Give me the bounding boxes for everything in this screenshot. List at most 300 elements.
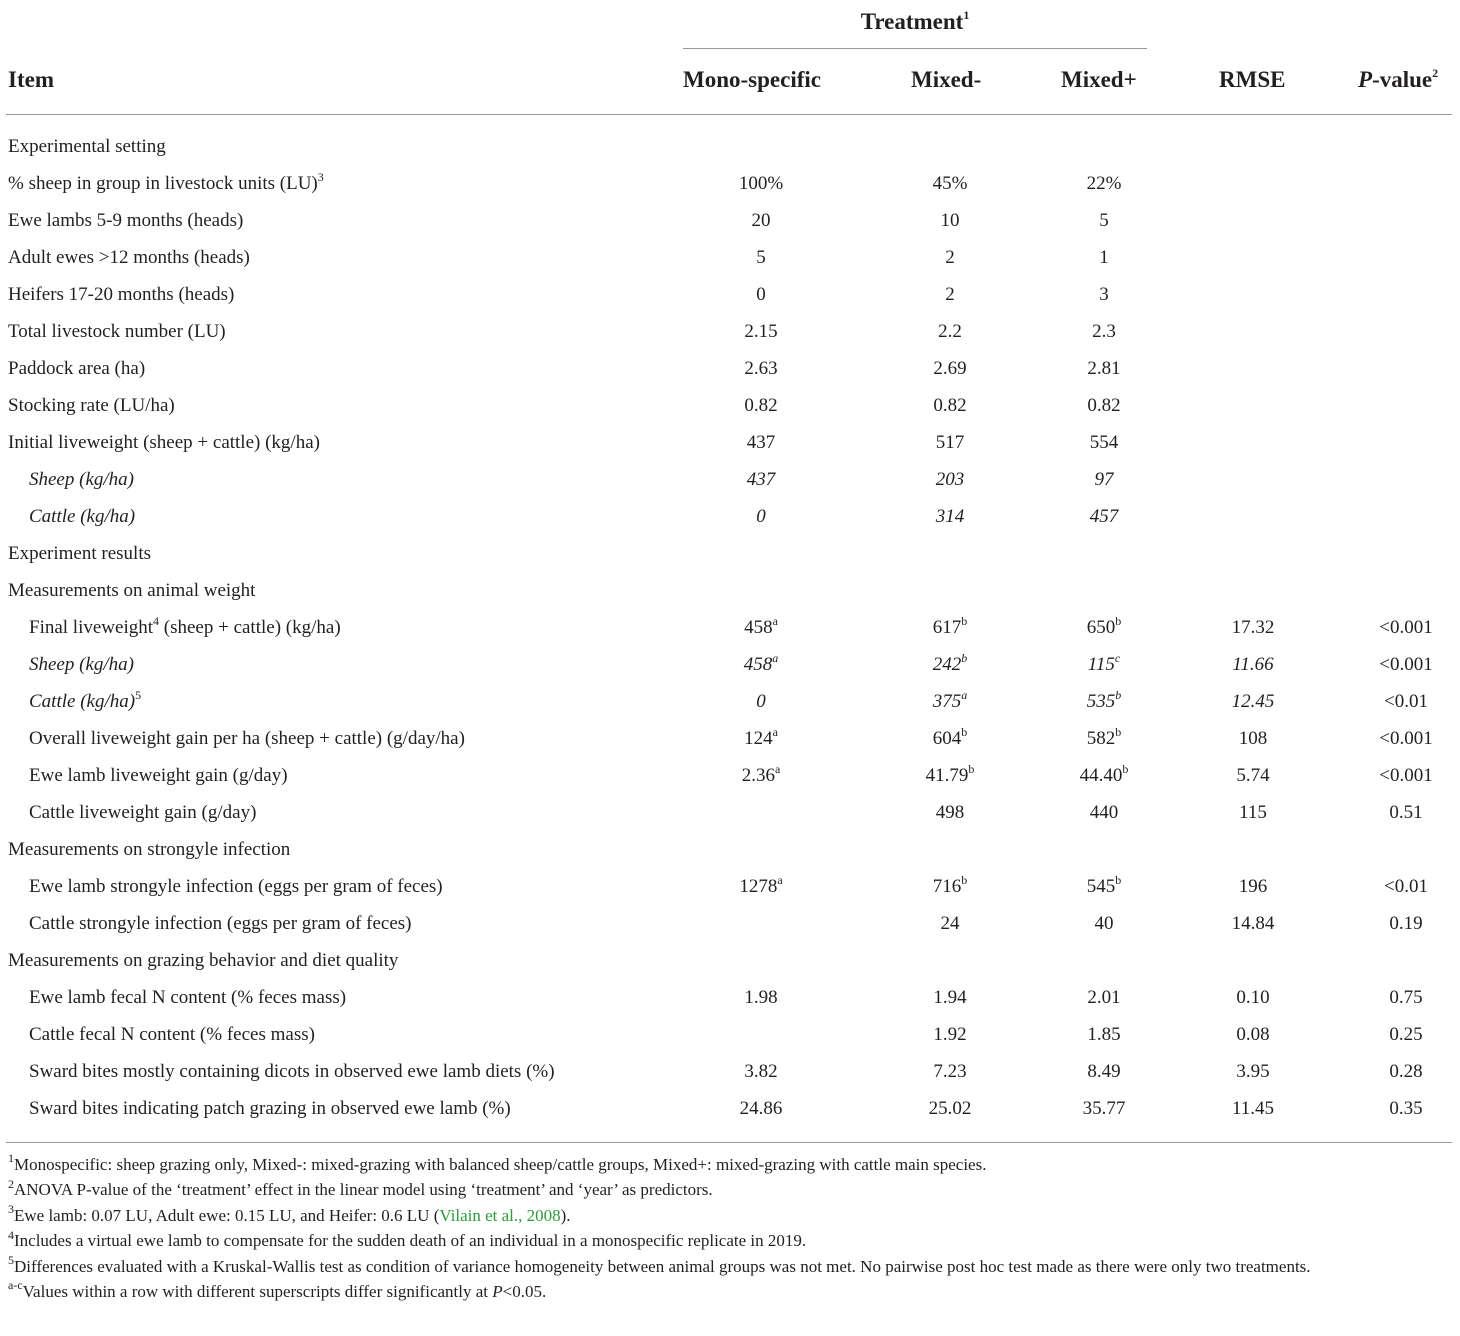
cell-value: 0 bbox=[756, 506, 766, 527]
cell-value: 11.66 bbox=[1232, 654, 1274, 675]
cell-value: 24.86 bbox=[739, 1098, 783, 1119]
row-label bbox=[8, 831, 290, 868]
cell-value: 0.82 bbox=[1087, 395, 1121, 416]
row-label bbox=[29, 646, 134, 683]
cell-value: 97 bbox=[1094, 469, 1114, 490]
significance-superscript: b bbox=[1115, 872, 1122, 887]
row-label-text: Sward bites mostly containing dicots in observed ewe lamb diets (%) bbox=[29, 1061, 555, 1082]
cell-value: 20 bbox=[751, 210, 771, 231]
mono-specific-cell bbox=[711, 979, 811, 1016]
p-value-footnote-ref: 2 bbox=[1432, 66, 1439, 81]
cell-value: 1 bbox=[1099, 247, 1109, 268]
cell-value: 582 bbox=[1086, 728, 1116, 749]
cell-value: 3.95 bbox=[1236, 1061, 1270, 1082]
mixed-plus-cell bbox=[1054, 239, 1154, 276]
mixed-plus-cell bbox=[1054, 202, 1154, 239]
footnote-3 bbox=[8, 1203, 1454, 1228]
mixed-minus-cell bbox=[900, 905, 1000, 942]
mono-specific-cell bbox=[711, 868, 811, 905]
treatment-footnote-ref: 1 bbox=[963, 8, 970, 23]
mixed-plus-cell bbox=[1054, 720, 1154, 757]
cell-value: 108 bbox=[1238, 728, 1268, 749]
cell-value: 604 bbox=[932, 728, 962, 749]
rmse-cell bbox=[1203, 646, 1303, 683]
rmse-cell bbox=[1203, 1016, 1303, 1053]
cell-value: 2.69 bbox=[933, 358, 967, 379]
cell-value: 650 bbox=[1086, 617, 1116, 638]
mono-specific-cell bbox=[711, 1090, 811, 1127]
mixed-minus-cell bbox=[900, 461, 1000, 498]
cell-value: <0.001 bbox=[1379, 654, 1433, 675]
significance-superscript: b bbox=[961, 613, 968, 628]
cell-value: 8.49 bbox=[1087, 1061, 1121, 1082]
row-label-text: Measurements on animal weight bbox=[8, 580, 256, 601]
footnote-ref: 3 bbox=[317, 169, 324, 184]
footnote-text: Monospecific: sheep grazing only, Mixed-: mixed-grazing with balanced sheep/cattle groups, Mixed+: mixed-grazing with cattle main species. bbox=[14, 1155, 987, 1174]
rmse-cell bbox=[1203, 979, 1303, 1016]
row-label bbox=[29, 794, 256, 831]
table-row bbox=[0, 794, 1460, 831]
cell-value: 41.79 bbox=[925, 765, 969, 786]
col-header-p-value bbox=[1358, 64, 1438, 96]
row-label bbox=[29, 979, 346, 1016]
significance-superscript: a bbox=[774, 761, 781, 776]
table-row bbox=[0, 350, 1460, 387]
row-label bbox=[29, 461, 134, 498]
mixed-minus-cell bbox=[900, 313, 1000, 350]
mono-specific-cell bbox=[711, 720, 811, 757]
row-label bbox=[8, 387, 175, 424]
p-value-cell bbox=[1356, 1053, 1456, 1090]
row-label bbox=[29, 905, 412, 942]
mono-specific-cell bbox=[711, 202, 811, 239]
mixed-plus-cell bbox=[1054, 1053, 1154, 1090]
row-label-text: Adult ewes >12 months (heads) bbox=[8, 247, 250, 268]
p-value-cell bbox=[1356, 683, 1456, 720]
rmse-cell bbox=[1203, 905, 1303, 942]
mono-specific-cell bbox=[711, 276, 811, 313]
p-value-cell bbox=[1356, 868, 1456, 905]
mono-specific-cell bbox=[711, 424, 811, 461]
significance-superscript: c bbox=[1114, 650, 1121, 665]
cell-value: 2.81 bbox=[1087, 358, 1121, 379]
cell-value: 2.63 bbox=[744, 358, 778, 379]
footnote-ref: 5 bbox=[135, 687, 142, 702]
mixed-plus-cell bbox=[1054, 313, 1154, 350]
p-value-cell bbox=[1356, 979, 1456, 1016]
mono-specific-cell bbox=[711, 609, 811, 646]
significance-superscript: a bbox=[961, 687, 968, 702]
significance-superscript: b bbox=[1115, 687, 1122, 702]
mixed-plus-cell bbox=[1054, 498, 1154, 535]
cell-value: 10 bbox=[940, 210, 960, 231]
cell-value: 437 bbox=[746, 469, 776, 490]
table-row bbox=[0, 535, 1460, 572]
significance-superscript: b bbox=[1115, 613, 1122, 628]
row-label bbox=[8, 313, 226, 350]
mono-specific-cell bbox=[711, 646, 811, 683]
cell-value: 14.84 bbox=[1231, 913, 1275, 934]
cell-value: 124 bbox=[744, 728, 773, 749]
cell-value: 617 bbox=[932, 617, 962, 638]
significance-superscript: b bbox=[1115, 724, 1122, 739]
row-label-text: Experiment results bbox=[8, 543, 151, 564]
cell-value: <0.01 bbox=[1384, 876, 1428, 897]
rmse-cell bbox=[1203, 1053, 1303, 1090]
mono-specific-cell bbox=[711, 461, 811, 498]
col-header-mixed-minus: Mixed- bbox=[911, 67, 982, 92]
cell-value: 0.35 bbox=[1389, 1098, 1423, 1119]
rmse-cell bbox=[1203, 757, 1303, 794]
footnotes bbox=[8, 1152, 1454, 1304]
rmse-cell bbox=[1203, 794, 1303, 831]
footnote-text: Values within a row with different superscripts differ significantly at bbox=[22, 1282, 493, 1302]
mixed-plus-cell bbox=[1054, 461, 1154, 498]
table-row bbox=[0, 461, 1460, 498]
table-bottom-rule bbox=[6, 1142, 1452, 1143]
table-row bbox=[0, 1090, 1460, 1127]
p-value-cell bbox=[1356, 609, 1456, 646]
row-label-text: Overall liveweight gain per ha (sheep + cattle) (g/day/ha) bbox=[29, 728, 465, 749]
row-label-text: Cattle (kg/ha) bbox=[29, 506, 136, 527]
row-label-text: Cattle strongyle infection (eggs per gram of feces) bbox=[29, 913, 412, 934]
table-row bbox=[0, 905, 1460, 942]
significance-superscript: a bbox=[772, 650, 779, 665]
mixed-minus-cell bbox=[900, 646, 1000, 683]
footnote-2 bbox=[8, 1177, 1454, 1202]
table-row bbox=[0, 831, 1460, 868]
table-row bbox=[0, 942, 1460, 979]
row-label bbox=[29, 757, 288, 794]
cell-value: 535 bbox=[1086, 691, 1116, 712]
table-row bbox=[0, 683, 1460, 720]
cell-value: 3 bbox=[1099, 284, 1109, 305]
mixed-plus-cell bbox=[1054, 609, 1154, 646]
cell-value: 5 bbox=[1099, 210, 1109, 231]
cell-value: 0.25 bbox=[1389, 1024, 1423, 1045]
row-label-text: Experimental setting bbox=[8, 136, 166, 157]
cell-value: <0.001 bbox=[1379, 765, 1433, 786]
cell-value: 17.32 bbox=[1231, 617, 1275, 638]
footnote-text: ). bbox=[560, 1205, 571, 1225]
table-row bbox=[0, 979, 1460, 1016]
mixed-minus-cell bbox=[900, 165, 1000, 202]
p-value-cell bbox=[1356, 757, 1456, 794]
cell-value: 375 bbox=[932, 691, 962, 712]
mono-specific-cell bbox=[711, 350, 811, 387]
table-row bbox=[0, 646, 1460, 683]
row-label bbox=[8, 572, 255, 609]
mixed-plus-cell bbox=[1054, 424, 1154, 461]
cell-value: 1.94 bbox=[933, 987, 967, 1008]
rmse-cell bbox=[1203, 609, 1303, 646]
table-row bbox=[0, 276, 1460, 313]
cell-value: 35.77 bbox=[1082, 1098, 1126, 1119]
cell-value: 203 bbox=[935, 469, 965, 490]
footnote-marker: a-c bbox=[8, 1278, 23, 1293]
row-label bbox=[8, 276, 234, 313]
table-row bbox=[0, 498, 1460, 535]
row-label bbox=[29, 1016, 315, 1053]
row-label-text: Ewe lamb liveweight gain (g/day) bbox=[29, 765, 288, 786]
table-row bbox=[0, 165, 1460, 202]
table-row bbox=[0, 868, 1460, 905]
footnote-1 bbox=[8, 1152, 1454, 1177]
cell-value: 0 bbox=[756, 284, 766, 305]
row-label-text: Ewe lambs 5-9 months (heads) bbox=[8, 210, 244, 231]
mono-specific-cell bbox=[711, 239, 811, 276]
citation-link[interactable]: Vilain et al., 2008 bbox=[439, 1205, 561, 1225]
mono-specific-cell bbox=[711, 498, 811, 535]
mixed-plus-cell bbox=[1054, 646, 1154, 683]
cell-value: 115 bbox=[1087, 654, 1115, 675]
mixed-plus-cell bbox=[1054, 794, 1154, 831]
col-header-rmse: RMSE bbox=[1219, 67, 1286, 92]
row-label-text: Sward bites indicating patch grazing in observed ewe lamb (%) bbox=[29, 1098, 511, 1119]
row-label-text: Cattle fecal N content (% feces mass) bbox=[29, 1024, 315, 1045]
cell-value: 3.82 bbox=[744, 1061, 778, 1082]
p-value-cell bbox=[1356, 1090, 1456, 1127]
mixed-minus-cell bbox=[900, 757, 1000, 794]
p-value-cell bbox=[1356, 794, 1456, 831]
mono-specific-cell bbox=[711, 165, 811, 202]
cell-value: 40 bbox=[1094, 913, 1114, 934]
table-row bbox=[0, 1053, 1460, 1090]
cell-value: 0.75 bbox=[1389, 987, 1423, 1008]
significance-superscript: b bbox=[961, 872, 968, 887]
row-label-text: Total livestock number (LU) bbox=[8, 321, 226, 342]
cell-value: 0.82 bbox=[744, 395, 778, 416]
footnote-6 bbox=[8, 1279, 1454, 1304]
table-row bbox=[0, 202, 1460, 239]
cell-value: 2.2 bbox=[938, 321, 962, 342]
table-row bbox=[0, 313, 1460, 350]
mixed-minus-cell bbox=[900, 794, 1000, 831]
row-label-text: Sheep (kg/ha) bbox=[29, 654, 134, 675]
mixed-minus-cell bbox=[900, 350, 1000, 387]
row-label-text: Ewe lamb strongyle infection (eggs per gram of feces) bbox=[29, 876, 443, 897]
mixed-minus-cell bbox=[900, 609, 1000, 646]
footnote-marker: 1 bbox=[8, 1151, 14, 1166]
cell-value: 2 bbox=[945, 284, 955, 305]
row-label-text: Ewe lamb fecal N content (% feces mass) bbox=[29, 987, 347, 1008]
footnote-marker: 3 bbox=[8, 1202, 14, 1217]
rmse-cell bbox=[1203, 868, 1303, 905]
footnote-ref: 4 bbox=[153, 613, 160, 628]
cell-value: 5.74 bbox=[1236, 765, 1270, 786]
rmse-cell bbox=[1203, 683, 1303, 720]
cell-value: 1278 bbox=[739, 876, 778, 897]
cell-value: 437 bbox=[746, 432, 776, 453]
row-label bbox=[29, 1053, 555, 1090]
cell-value: 100% bbox=[738, 173, 784, 194]
cell-value: 2.15 bbox=[744, 321, 778, 342]
significance-superscript: b bbox=[961, 650, 968, 665]
mixed-minus-cell bbox=[900, 979, 1000, 1016]
mixed-plus-cell bbox=[1054, 868, 1154, 905]
row-label bbox=[8, 942, 398, 979]
significance-superscript: b bbox=[961, 724, 968, 739]
footnote-text: Includes a virtual ewe lamb to compensate for the sudden death of an individual in a monospecific replicate in 2019. bbox=[14, 1231, 807, 1251]
cell-value: 115 bbox=[1239, 802, 1267, 823]
cell-value: 5 bbox=[756, 247, 766, 268]
cell-value: 0.51 bbox=[1389, 802, 1423, 823]
cell-value: 24 bbox=[940, 913, 960, 934]
cell-value: 242 bbox=[932, 654, 962, 675]
row-label-text: % sheep in group in livestock units (LU) bbox=[8, 173, 318, 194]
row-label bbox=[29, 1090, 511, 1127]
mixed-plus-cell bbox=[1054, 979, 1154, 1016]
cell-value: 0 bbox=[756, 691, 766, 712]
row-label-text: (sheep + cattle) (kg/ha) bbox=[159, 617, 341, 638]
row-label bbox=[8, 239, 250, 276]
row-label bbox=[29, 609, 341, 646]
row-label-text: Cattle (kg/ha) bbox=[29, 691, 136, 712]
cell-value: 545 bbox=[1086, 876, 1116, 897]
footnote-5 bbox=[8, 1254, 1454, 1279]
cell-value: 1.85 bbox=[1087, 1024, 1121, 1045]
row-label-text: Paddock area (ha) bbox=[8, 358, 146, 379]
significance-superscript: a bbox=[772, 724, 778, 739]
footnote-marker: 2 bbox=[8, 1176, 14, 1191]
table-row bbox=[0, 609, 1460, 646]
rmse-cell bbox=[1203, 1090, 1303, 1127]
cell-value: <0.001 bbox=[1379, 617, 1433, 638]
cell-value: 517 bbox=[935, 432, 965, 453]
row-label-text: Final liveweight bbox=[29, 617, 154, 638]
treatment-header-text: Treatment bbox=[860, 9, 964, 34]
row-label bbox=[8, 424, 320, 461]
treatment-header bbox=[683, 6, 1147, 38]
footnote-marker: 4 bbox=[8, 1227, 14, 1242]
footnote-text: Differences evaluated with a Kruskal-Wallis test as condition of variance homogeneity between animal groups was not met. No pairwise post hoc test made as there were only two treatments. bbox=[14, 1256, 1311, 1276]
significance-superscript: a bbox=[772, 613, 778, 628]
header-rule bbox=[6, 114, 1452, 115]
cell-value: 554 bbox=[1089, 432, 1119, 453]
significance-superscript: b bbox=[968, 761, 975, 776]
cell-value: 314 bbox=[935, 506, 965, 527]
cell-value: 458 bbox=[743, 654, 773, 675]
cell-value: 458 bbox=[744, 617, 773, 638]
mixed-plus-cell bbox=[1054, 387, 1154, 424]
row-label bbox=[29, 720, 465, 757]
col-header-mono-specific: Mono-specific bbox=[683, 67, 821, 92]
cell-value: 2 bbox=[945, 247, 955, 268]
p-letter: P bbox=[1358, 67, 1373, 92]
row-label-text: Measurements on grazing behavior and diet quality bbox=[8, 950, 399, 971]
footnote-4 bbox=[8, 1228, 1454, 1253]
row-label-text: Sheep (kg/ha) bbox=[29, 469, 134, 490]
cell-value: 196 bbox=[1238, 876, 1268, 897]
col-header-item: Item bbox=[8, 67, 54, 92]
mono-specific-cell bbox=[711, 387, 811, 424]
mixed-plus-cell bbox=[1054, 165, 1154, 202]
p-value-cell bbox=[1356, 1016, 1456, 1053]
table-row bbox=[0, 1016, 1460, 1053]
mono-specific-cell bbox=[711, 757, 811, 794]
mixed-plus-cell bbox=[1054, 1016, 1154, 1053]
row-label bbox=[8, 128, 166, 165]
cell-value: 0.08 bbox=[1236, 1024, 1270, 1045]
cell-value: 25.02 bbox=[928, 1098, 972, 1119]
footnote-marker: 5 bbox=[8, 1252, 14, 1267]
mixed-minus-cell bbox=[900, 424, 1000, 461]
row-label-text: Stocking rate (LU/ha) bbox=[8, 395, 175, 416]
cell-value: 11.45 bbox=[1231, 1098, 1275, 1119]
treatment-rule bbox=[683, 48, 1147, 49]
cell-value: 1.98 bbox=[744, 987, 778, 1008]
table-row bbox=[0, 572, 1460, 609]
cell-value: 1.92 bbox=[933, 1024, 967, 1045]
mixed-plus-cell bbox=[1054, 1090, 1154, 1127]
cell-value: 498 bbox=[935, 802, 965, 823]
footnote-text: Ewe lamb: 0.07 LU, Adult ewe: 0.15 LU, and Heifer: 0.6 LU ( bbox=[14, 1205, 440, 1225]
rmse-cell bbox=[1203, 720, 1303, 757]
col-header-mixed-plus: Mixed+ bbox=[1061, 67, 1137, 92]
cell-value: 2.36 bbox=[741, 765, 775, 786]
row-label bbox=[8, 535, 151, 572]
row-label bbox=[29, 683, 141, 720]
mono-specific-cell bbox=[711, 1053, 811, 1090]
mixed-minus-cell bbox=[900, 683, 1000, 720]
cell-value: <0.001 bbox=[1379, 728, 1433, 749]
cell-value: 7.23 bbox=[933, 1061, 967, 1082]
mixed-minus-cell bbox=[900, 1053, 1000, 1090]
p-value-text: -value bbox=[1372, 67, 1433, 92]
row-label-text: Initial liveweight (sheep + cattle) (kg/ha) bbox=[8, 432, 320, 453]
table-row bbox=[0, 128, 1460, 165]
cell-value: 440 bbox=[1089, 802, 1119, 823]
mixed-minus-cell bbox=[900, 239, 1000, 276]
cell-value: <0.01 bbox=[1384, 691, 1428, 712]
significance-superscript: b bbox=[1122, 761, 1129, 776]
table-row bbox=[0, 757, 1460, 794]
p-value-cell bbox=[1356, 646, 1456, 683]
table-row bbox=[0, 720, 1460, 757]
row-label bbox=[8, 165, 324, 202]
cell-value: 45% bbox=[932, 173, 968, 194]
mono-specific-cell bbox=[711, 313, 811, 350]
cell-value: 457 bbox=[1089, 506, 1119, 527]
significance-superscript: a bbox=[777, 872, 783, 887]
mixed-minus-cell bbox=[900, 387, 1000, 424]
row-label-text: Heifers 17-20 months (heads) bbox=[8, 284, 235, 305]
cell-value: 2.3 bbox=[1092, 321, 1116, 342]
mixed-plus-cell bbox=[1054, 683, 1154, 720]
row-label bbox=[29, 498, 135, 535]
mixed-minus-cell bbox=[900, 868, 1000, 905]
p-value-cell bbox=[1356, 720, 1456, 757]
mixed-minus-cell bbox=[900, 1016, 1000, 1053]
mixed-minus-cell bbox=[900, 1090, 1000, 1127]
cell-value: 0.28 bbox=[1389, 1061, 1423, 1082]
cell-value: 44.40 bbox=[1079, 765, 1123, 786]
table-row bbox=[0, 239, 1460, 276]
mixed-plus-cell bbox=[1054, 350, 1154, 387]
mixed-plus-cell bbox=[1054, 276, 1154, 313]
mixed-plus-cell bbox=[1054, 757, 1154, 794]
footnote-text: ANOVA P-value of the ‘treatment’ effect in the linear model using ‘treatment’ and ‘year’ as predictors. bbox=[14, 1180, 713, 1200]
cell-value: 0.10 bbox=[1236, 987, 1270, 1008]
cell-value: 0.19 bbox=[1389, 913, 1423, 934]
mixed-minus-cell bbox=[900, 720, 1000, 757]
mixed-minus-cell bbox=[900, 202, 1000, 239]
p-value-cell bbox=[1356, 905, 1456, 942]
row-label-text: Cattle liveweight gain (g/day) bbox=[29, 802, 257, 823]
mixed-minus-cell bbox=[900, 276, 1000, 313]
row-label bbox=[8, 350, 145, 387]
cell-value: 12.45 bbox=[1231, 691, 1275, 712]
